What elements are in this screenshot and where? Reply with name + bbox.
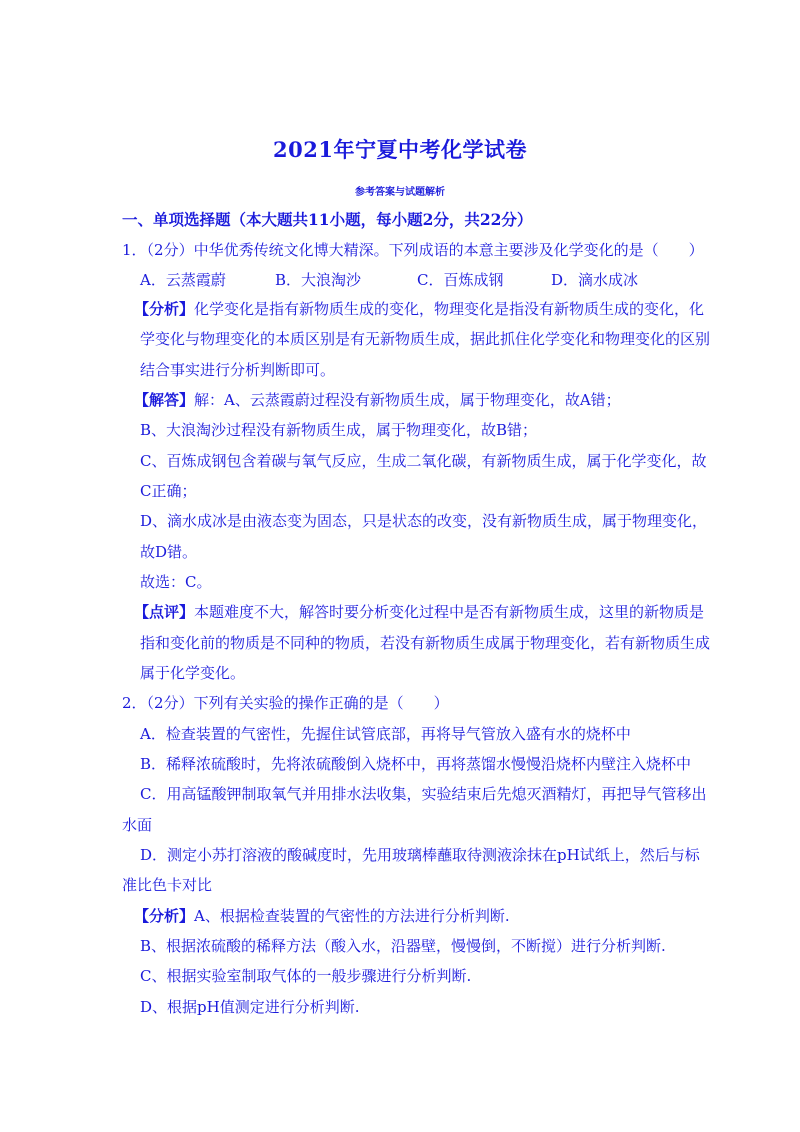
question-1-analysis-line: 学变化与物理变化的本质区别是有无新物质生成，据此抓住化学变化和物理变化的区别 <box>140 330 711 348</box>
question-1-answer-line: 故选：C。 <box>140 573 212 591</box>
answer-tag: 【解答】 <box>134 391 195 409</box>
comment-tag: 【点评】 <box>134 603 195 621</box>
question-1-comment-line: 指和变化前的物质是不同种的物质，若没有新物质生成属于物理变化，若有新物质生成 <box>140 634 711 652</box>
section-heading: 一、单项选择题（本大题共11小题，每小题2分，共22分） <box>122 210 533 229</box>
question-1-stem: 1．（2分）中华优秀传统文化博大精深。下列成语的本意主要涉及化学变化的是（ ） <box>122 241 704 259</box>
question-2-analysis <box>134 906 510 926</box>
question-2-option-d-cont: 准比色卡对比 <box>122 876 213 894</box>
question-1-answer <box>134 390 621 410</box>
question-1-answer-line: D、滴水成冰是由液态变为固态，只是状态的改变，没有新物质生成，属于物理变化， <box>140 512 708 530</box>
question-2-option-b: B．稀释浓硫酸时，先将浓硫酸倒入烧杯中，再将蒸馏水慢慢沿烧杯内壁注入烧杯中 <box>140 755 692 773</box>
question-1-option-c: C．百炼成钢 <box>417 271 504 289</box>
question-2-analysis-line: B、根据浓硫酸的稀释方法（酸入水，沿器壁，慢慢倒，不断搅）进行分析判断. <box>140 937 666 955</box>
question-2-option-c: C．用高锰酸钾制取氧气并用排水法收集，实验结束后先熄灭酒精灯，再把导气管移出 <box>140 785 707 803</box>
question-1-answer-line: C、百炼成钢包含着碳与氧气反应，生成二氧化碳，有新物质生成，属于化学变化，故 <box>140 452 707 470</box>
analysis-tag: 【分析】 <box>134 300 195 318</box>
question-1-option-b: B．大浪淘沙 <box>275 271 362 289</box>
analysis-text: 化学变化是指有新物质生成的变化，物理变化是指没有新物质生成的变化，化 <box>194 300 705 318</box>
question-2-analysis-line: D、根据pH值测定进行分析判断. <box>140 998 360 1016</box>
question-1-option-d: D．滴水成冰 <box>551 271 639 289</box>
question-2-option-c-cont: 水面 <box>122 816 153 834</box>
question-1-analysis <box>134 299 704 319</box>
comment-text: 本题难度不大，解答时要分析变化过程中是否有新物质生成，这里的新物质是 <box>194 603 705 621</box>
answer-text: 解：A、云蒸霞蔚过程没有新物质生成，属于物理变化，故A错； <box>194 391 621 409</box>
question-2-option-d: D．测定小苏打溶液的酸碱度时，先用玻璃棒蘸取待测液涂抹在pH试纸上，然后与标 <box>140 846 700 864</box>
question-1-comment-line: 属于化学变化。 <box>140 664 246 682</box>
question-1-answer-line: 故D错。 <box>140 543 198 561</box>
question-2-analysis-line: C、根据实验室制取气体的一般步骤进行分析判断. <box>140 967 472 985</box>
analysis-tag: 【分析】 <box>134 907 195 925</box>
document-title: 2021年宁夏中考化学试卷 <box>273 137 527 162</box>
question-1-comment <box>134 602 704 622</box>
question-1-analysis-line: 结合事实进行分析判断即可。 <box>140 361 336 379</box>
question-1-answer-line: B、大浪淘沙过程没有新物质生成，属于物理变化，故B错； <box>140 421 538 439</box>
question-1-answer-line: C正确； <box>140 482 197 500</box>
document-subtitle: 参考答案与试题解析 <box>355 187 445 198</box>
question-2-option-a: A．检查装置的气密性，先握住试管底部，再将导气管放入盛有水的烧杯中 <box>140 725 631 743</box>
question-1-option-a: A．云蒸霞蔚 <box>140 271 226 289</box>
analysis-text: A、根据检查装置的气密性的方法进行分析判断. <box>194 907 510 925</box>
question-2-stem: 2．（2分）下列有关实验的操作正确的是（ ） <box>122 694 449 712</box>
